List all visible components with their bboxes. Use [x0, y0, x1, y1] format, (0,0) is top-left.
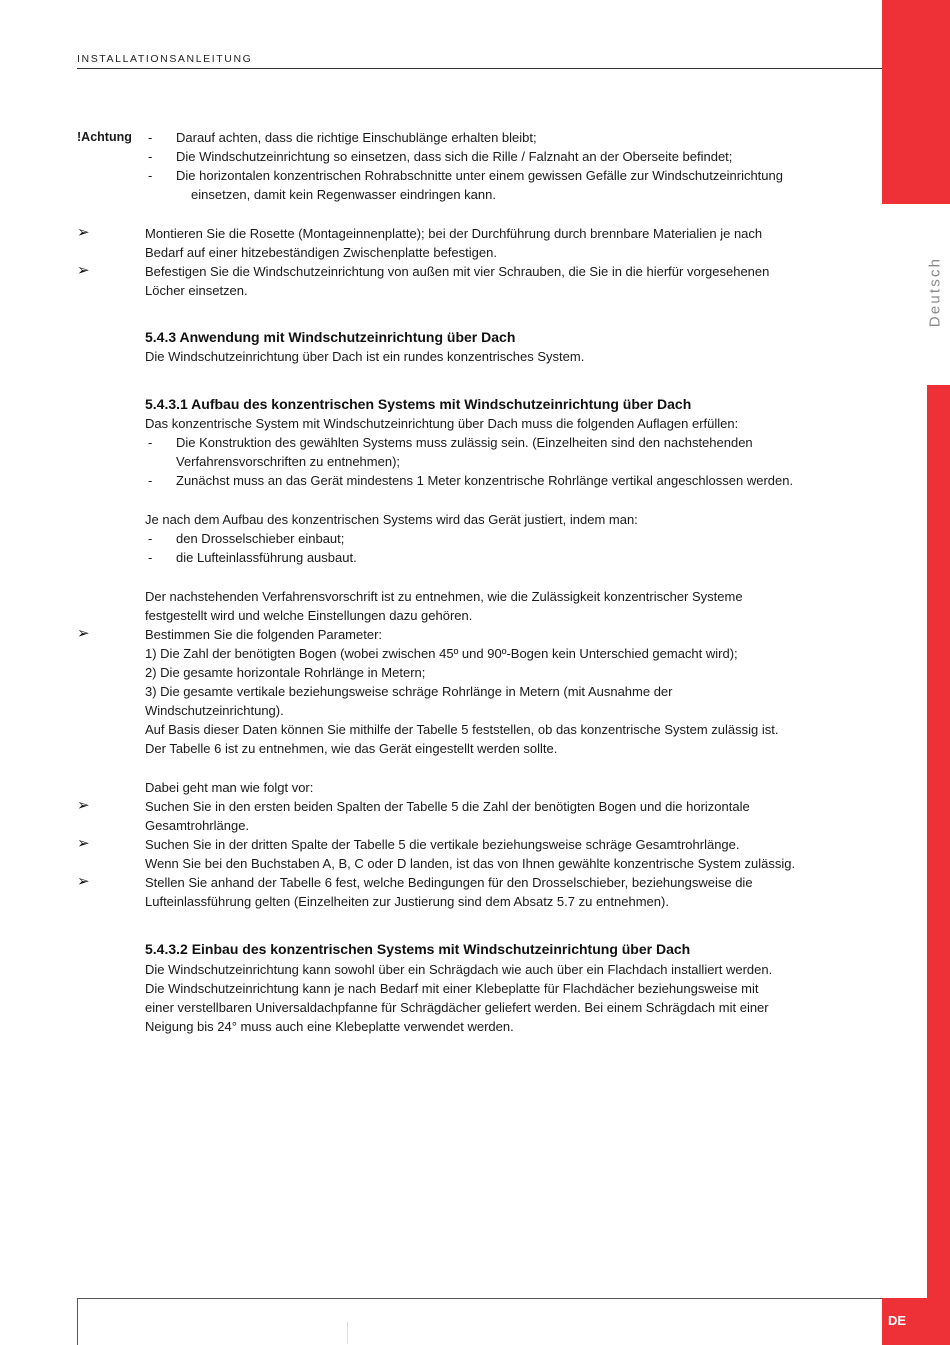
header-divider	[77, 68, 882, 69]
paragraph: festgestellt wird und welche Einstellungen dazu gehören.	[145, 608, 473, 623]
step-text: Befestigen Sie die Windschutzeinrichtung von außen mit vier Schrauben, die Sie in die hierfür vorgesehenen	[145, 264, 770, 279]
paragraph: Das konzentrische System mit Windschutzeinrichtung über Dach muss die folgenden Auflagen erfüllen:	[145, 416, 739, 431]
arrow-bullet-icon: ➢	[77, 835, 90, 852]
arrow-bullet-icon: ➢	[77, 224, 90, 241]
footer-mid-rule	[347, 1322, 348, 1344]
step-text: Montieren Sie die Rosette (Montageinnenplatte); bei der Durchführung durch brennbare Materialien je nach	[145, 226, 763, 241]
warning-item: Darauf achten, dass die richtige Einschublänge erhalten bleibt;	[176, 130, 537, 145]
list-item: den Drosselschieber einbaut;	[176, 531, 345, 546]
section-heading: 5.4.3 Anwendung mit Windschutzeinrichtung über Dach	[145, 329, 516, 345]
step-text: Lufteinlassführung gelten (Einzelheiten zur Justierung sind dem Absatz 5.7 zu entnehmen).	[145, 894, 669, 909]
step-text: Suchen Sie in der dritten Spalte der Tabelle 5 die vertikale beziehungsweise schräge Gesamtrohrlänge.	[145, 837, 740, 852]
paragraph: Die Windschutzeinrichtung kann je nach Bedarf mit einer Klebeplatte für Flachdächer beziehungsweise mit	[145, 981, 759, 996]
warning-item: Die Windschutzeinrichtung so einsetzen, dass sich die Rille / Falznaht an der Oberseite befindet;	[176, 149, 733, 164]
list-item: Die Konstruktion des gewählten Systems muss zulässig sein. (Einzelheiten sind den nachstehenden	[176, 435, 753, 450]
paragraph: Die Windschutzeinrichtung über Dach ist ein rundes konzentrisches System.	[145, 349, 585, 364]
paragraph: Je nach dem Aufbau des konzentrischen Systems wird das Gerät justiert, indem man:	[145, 512, 638, 527]
side-language-label: Deutsch	[926, 256, 944, 328]
arrow-bullet-icon: ➢	[77, 797, 90, 814]
parameter-item: 3) Die gesamte vertikale beziehungsweise schräge Rohrlänge in Metern (mit Ausnahme der	[145, 684, 673, 699]
dash-bullet: -	[148, 473, 153, 488]
paragraph: Neigung bis 24° muss auch eine Klebeplatte verwendet werden.	[145, 1019, 514, 1034]
list-item: die Lufteinlassführung ausbaut.	[176, 550, 357, 565]
section-heading: 5.4.3.1 Aufbau des konzentrischen Systems mit Windschutzeinrichtung über Dach	[145, 396, 692, 412]
paragraph: Auf Basis dieser Daten können Sie mithilfe der Tabelle 5 feststellen, ob das konzentrische System zulässig ist.	[145, 722, 779, 737]
list-item-continued: Verfahrensvorschriften zu entnehmen);	[176, 454, 401, 469]
parameter-item: 2) Die gesamte horizontale Rohrlänge in Metern;	[145, 665, 426, 680]
language-label: DE	[888, 1313, 907, 1328]
paragraph: Der nachstehenden Verfahrensvorschrift ist zu entnehmen, wie die Zulässigkeit konzentrischer Systeme	[145, 589, 743, 604]
paragraph: Der Tabelle 6 ist zu entnehmen, wie das Gerät eingestellt werden sollte.	[145, 741, 558, 756]
dash-bullet: -	[148, 531, 153, 546]
parameter-item-continued: Windschutzeinrichtung).	[145, 703, 284, 718]
red-corner-block	[882, 0, 950, 204]
step-text: Suchen Sie in den ersten beiden Spalten der Tabelle 5 die Zahl der benötigten Bogen und die horizontale	[145, 799, 750, 814]
red-side-bar	[927, 385, 950, 1298]
paragraph: Dabei geht man wie folgt vor:	[145, 780, 314, 795]
warning-item: Die horizontalen konzentrischen Rohrabschnitte unter einem gewissen Gefälle zur Windschutzeinrichtung	[176, 168, 783, 183]
step-text: Bestimmen Sie die folgenden Parameter:	[145, 627, 383, 642]
dash-bullet: -	[148, 550, 153, 565]
step-text: Wenn Sie bei den Buchstaben A, B, C oder D landen, ist das von Ihnen gewählte konzentrische System zulässig.	[145, 856, 796, 871]
step-text: Gesamtrohrlänge.	[145, 818, 250, 833]
dash-bullet: -	[148, 149, 153, 164]
section-heading: 5.4.3.2 Einbau des konzentrischen Systems mit Windschutzeinrichtung über Dach	[145, 941, 691, 957]
footer-divider	[77, 1298, 882, 1299]
dash-bullet: -	[148, 168, 153, 183]
step-text: Stellen Sie anhand der Tabelle 6 fest, welche Bedingungen für den Drosselschieber, beziehungsweise die	[145, 875, 753, 890]
dash-bullet: -	[148, 130, 153, 145]
step-text: Bedarf auf einer hitzebeständigen Zwischenplatte befestigen.	[145, 245, 497, 260]
warning-label: !Achtung	[77, 130, 132, 144]
dash-bullet: -	[148, 435, 153, 450]
step-text: Löcher einsetzen.	[145, 283, 248, 298]
list-item: Zunächst muss an das Gerät mindestens 1 Meter konzentrische Rohrlänge vertikal angeschlossen werden.	[176, 473, 794, 488]
paragraph: einer verstellbaren Universaldachpfanne für Schrägdächer geliefert werden. Bei einem Schrägdach mit einer	[145, 1000, 769, 1015]
paragraph: Die Windschutzeinrichtung kann sowohl über ein Schrägdach wie auch über ein Flachdach installiert werden.	[145, 962, 773, 977]
parameter-item: 1) Die Zahl der benötigten Bogen (wobei zwischen 45º und 90º-Bogen kein Unterschied gemacht wird);	[145, 646, 738, 661]
arrow-bullet-icon: ➢	[77, 873, 90, 890]
arrow-bullet-icon: ➢	[77, 625, 90, 642]
header-title: INSTALLATIONSANLEITUNG	[77, 53, 253, 65]
footer-left-rule	[77, 1298, 78, 1345]
warning-item-continued: einsetzen, damit kein Regenwasser eindringen kann.	[191, 187, 496, 202]
arrow-bullet-icon: ➢	[77, 262, 90, 279]
